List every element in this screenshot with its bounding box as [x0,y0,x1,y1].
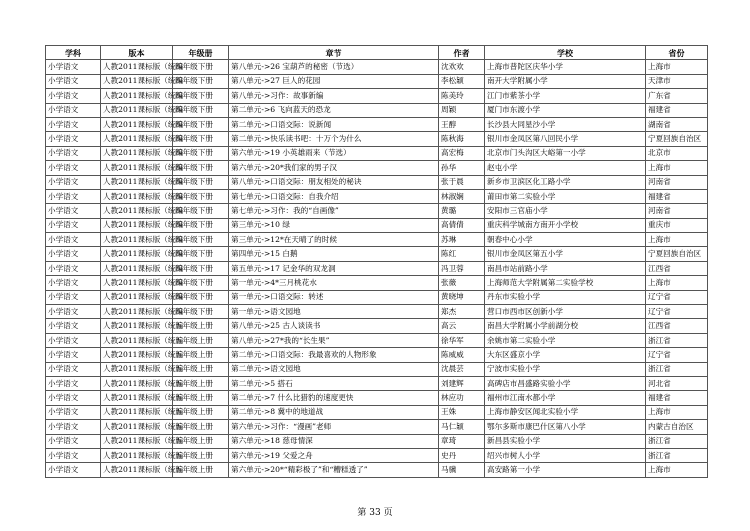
cell-province: 河北省 [646,376,708,390]
cell-subject: 小学语文 [46,146,101,160]
cell-chapter: 第八单元->27 巨人的花园 [229,74,439,88]
cell-subject: 小学语文 [46,204,101,218]
cell-school: 北京市门头沟区大峪第一小学 [485,146,646,160]
cell-edition: 人教2011课标版（统编 [101,103,173,117]
cell-grade-volume: 五年级上册 [173,434,229,448]
cell-province: 福建省 [646,391,708,405]
cell-chapter: 第七单元->习作：我的“自画像” [229,204,439,218]
cell-author: 沈晨芸 [439,362,485,376]
cell-grade-volume: 五年级上册 [173,362,229,376]
cell-province: 辽宁省 [646,305,708,319]
header-school: 学校 [485,46,646,60]
cell-province: 上海市 [646,463,708,477]
cell-subject: 小学语文 [46,218,101,232]
cell-edition: 人教2011课标版（统编 [101,376,173,390]
cell-subject: 小学语文 [46,290,101,304]
cell-chapter: 第二单元->口语交际：我最喜欢的人物形象 [229,348,439,362]
cell-chapter: 第五单元->17 记金华的双龙洞 [229,261,439,275]
cell-chapter: 第六单元->19 父爱之舟 [229,448,439,462]
cell-grade-volume: 四年级下册 [173,305,229,319]
cell-grade-volume: 四年级下册 [173,290,229,304]
table-row [46,261,708,275]
cell-chapter: 第二单元->快乐读书吧：十万个为什么 [229,132,439,146]
cell-grade-volume: 四年级下册 [173,161,229,175]
cell-chapter: 第八单元->27*我的“长生果” [229,333,439,347]
cell-chapter: 第二单元->7 什么比猎豹的速度更快 [229,391,439,405]
cell-edition: 人教2011课标版（统编 [101,319,173,333]
cell-author: 高倩倩 [439,218,485,232]
cell-school: 银川市金凤区第八回民小学 [485,132,646,146]
cell-subject: 小学语文 [46,333,101,347]
cell-author: 徐华军 [439,333,485,347]
cell-chapter: 第八单元->口语交际：朋友相处的秘诀 [229,175,439,189]
cell-grade-volume: 四年级下册 [173,146,229,160]
cell-author: 马仁颖 [439,420,485,434]
cell-province: 宁夏回族自治区 [646,132,708,146]
cell-province: 浙江省 [646,333,708,347]
cell-edition: 人教2011课标版（统编 [101,290,173,304]
cell-edition: 人教2011课标版（统编 [101,189,173,203]
cell-school: 绍兴市树人小学 [485,448,646,462]
cell-province: 上海市 [646,161,708,175]
cell-province: 上海市 [646,60,708,74]
cell-province: 重庆市 [646,218,708,232]
cell-edition: 人教2011课标版（统编 [101,261,173,275]
cell-subject: 小学语文 [46,376,101,390]
cell-school: 丹东市实验小学 [485,290,646,304]
cell-subject: 小学语文 [46,60,101,74]
cell-school: 新昌县实验小学 [485,434,646,448]
cell-subject: 小学语文 [46,348,101,362]
cell-edition: 人教2011课标版（统编 [101,89,173,103]
cell-edition: 人教2011课标版（统编 [101,132,173,146]
cell-province: 江西省 [646,319,708,333]
table-row [46,74,708,88]
cell-school: 南昌大学附属小学前湖分校 [485,319,646,333]
cell-grade-volume: 四年级下册 [173,175,229,189]
cell-grade-volume: 五年级上册 [173,348,229,362]
cell-author: 刘建辉 [439,376,485,390]
cell-subject: 小学语文 [46,132,101,146]
cell-grade-volume: 四年级下册 [173,204,229,218]
cell-author: 陈威威 [439,348,485,362]
cell-province: 辽宁省 [646,348,708,362]
table-row [46,333,708,347]
table-row [46,448,708,462]
cell-school: 高安路第一小学 [485,463,646,477]
cell-subject: 小学语文 [46,117,101,131]
cell-edition: 人教2011课标版（统编 [101,161,173,175]
cell-author: 章琦 [439,434,485,448]
cell-subject: 小学语文 [46,319,101,333]
cell-chapter: 第三单元->10 绿 [229,218,439,232]
cell-edition: 人教2011课标版（统编 [101,218,173,232]
cell-subject: 小学语文 [46,161,101,175]
table-row [46,290,708,304]
cell-subject: 小学语文 [46,391,101,405]
cell-chapter: 第二单元->8 冀中的地道战 [229,405,439,419]
cell-chapter: 第六单元->19 小英雄雨来（节选） [229,146,439,160]
cell-school: 余姚市第二实验小学 [485,333,646,347]
cell-school: 重庆科学城南方南开小学校 [485,218,646,232]
table-row [46,305,708,319]
cell-grade-volume: 五年级上册 [173,463,229,477]
cell-chapter: 第八单元->25 古人谈读书 [229,319,439,333]
cell-school: 鄂尔多斯市康巴什区第八小学 [485,420,646,434]
cell-school: 高碑店市昌盛路实验小学 [485,376,646,390]
cell-chapter: 第一单元->语文园地 [229,305,439,319]
cell-grade-volume: 五年级上册 [173,448,229,462]
cell-school: 安阳市三官庙小学 [485,204,646,218]
table-row [46,103,708,117]
cell-chapter: 第六单元->20*我们家的男子汉 [229,161,439,175]
cell-school: 长沙县大同星沙小学 [485,117,646,131]
table-row [46,161,708,175]
cell-chapter: 第二单元->5 搭石 [229,376,439,390]
cell-author: 高云 [439,319,485,333]
cell-school: 新乡市卫滨区化工路小学 [485,175,646,189]
cell-author: 陈红 [439,247,485,261]
table-row [46,319,708,333]
cell-subject: 小学语文 [46,261,101,275]
cell-author: 孙华 [439,161,485,175]
cell-province: 浙江省 [646,362,708,376]
cell-grade-volume: 四年级下册 [173,261,229,275]
cell-province: 福建省 [646,103,708,117]
cell-author: 林淑娴 [439,189,485,203]
cell-school: 营口市西市区创新小学 [485,305,646,319]
cell-school: 赵屯小学 [485,161,646,175]
cell-grade-volume: 四年级下册 [173,117,229,131]
table-row [46,376,708,390]
cell-chapter: 第六单元->20*“精彩极了”和“糟糕透了” [229,463,439,477]
table-row [46,362,708,376]
cell-province: 上海市 [646,276,708,290]
cell-subject: 小学语文 [46,276,101,290]
cell-province: 河南省 [646,204,708,218]
table-row [46,60,708,74]
cell-province: 宁夏回族自治区 [646,247,708,261]
cell-chapter: 第三单元->12*在天晴了的时候 [229,233,439,247]
cell-chapter: 第二单元->语文园地 [229,362,439,376]
cell-author: 苏琳 [439,233,485,247]
cell-author: 郑杰 [439,305,485,319]
cell-school: 厦门市东渡小学 [485,103,646,117]
cell-chapter: 第八单元->26 宝葫芦的秘密（节选） [229,60,439,74]
cell-school: 南开大学附属小学 [485,74,646,88]
table-row [46,348,708,362]
cell-grade-volume: 四年级下册 [173,74,229,88]
cell-school: 宁波市实验小学 [485,362,646,376]
cell-grade-volume: 五年级上册 [173,333,229,347]
cell-grade-volume: 四年级下册 [173,189,229,203]
cell-chapter: 第四单元->15 白鹅 [229,247,439,261]
cell-province: 上海市 [646,233,708,247]
cell-grade-volume: 四年级下册 [173,247,229,261]
header-province: 省份 [646,46,708,60]
cell-grade-volume: 五年级上册 [173,391,229,405]
cell-chapter: 第二单元->口语交际：说新闻 [229,117,439,131]
table-row [46,204,708,218]
cell-grade-volume: 四年级下册 [173,276,229,290]
cell-edition: 人教2011课标版（统编 [101,463,173,477]
table-row [46,420,708,434]
cell-grade-volume: 四年级下册 [173,89,229,103]
header-subject: 学科 [46,46,101,60]
header-author: 作者 [439,46,485,60]
header-chapter: 章节 [229,46,439,60]
cell-chapter: 第六单元->18 慈母情深 [229,434,439,448]
table-row [46,117,708,131]
cell-school: 福州市江南水都小学 [485,391,646,405]
cell-author: 黄晓坤 [439,290,485,304]
cell-author: 林应功 [439,391,485,405]
cell-edition: 人教2011课标版（统编 [101,74,173,88]
cell-subject: 小学语文 [46,420,101,434]
cell-edition: 人教2011课标版（统编 [101,448,173,462]
table-row [46,218,708,232]
cell-grade-volume: 五年级上册 [173,319,229,333]
cell-province: 天津市 [646,74,708,88]
cell-chapter: 第八单元->习作：故事新编 [229,89,439,103]
cell-chapter: 第二单元->6 飞向蓝天的恐龙 [229,103,439,117]
cell-edition: 人教2011课标版（统编 [101,391,173,405]
cell-grade-volume: 四年级下册 [173,103,229,117]
cell-school: 银川市金凤区第五小学 [485,247,646,261]
cell-edition: 人教2011课标版（统编 [101,405,173,419]
header-grade-volume: 年级册 [173,46,229,60]
cell-author: 张于晨 [439,175,485,189]
cell-subject: 小学语文 [46,189,101,203]
table-row [46,175,708,189]
cell-author: 冯卫蓉 [439,261,485,275]
cell-grade-volume: 五年级上册 [173,376,229,390]
cell-edition: 人教2011课标版（统编 [101,60,173,74]
cell-author: 王姝 [439,405,485,419]
cell-edition: 人教2011课标版（统编 [101,434,173,448]
cell-grade-volume: 五年级上册 [173,420,229,434]
cell-grade-volume: 四年级下册 [173,218,229,232]
cell-school: 江门市紫茶小学 [485,89,646,103]
page-number: 第 33 页 [357,508,393,518]
cell-subject: 小学语文 [46,89,101,103]
cell-province: 浙江省 [646,448,708,462]
table-row [46,391,708,405]
table-row [46,434,708,448]
cell-province: 湖南省 [646,117,708,131]
course-table [45,45,708,478]
cell-subject: 小学语文 [46,405,101,419]
cell-subject: 小学语文 [46,74,101,88]
cell-grade-volume: 四年级下册 [173,132,229,146]
cell-subject: 小学语文 [46,247,101,261]
cell-subject: 小学语文 [46,448,101,462]
cell-edition: 人教2011课标版（统编 [101,305,173,319]
cell-chapter: 第六单元->习作：“漫画”老师 [229,420,439,434]
cell-school: 南昌市站前路小学 [485,261,646,275]
cell-author: 陈美玲 [439,89,485,103]
cell-subject: 小学语文 [46,434,101,448]
cell-chapter: 第七单元->口语交际：自我介绍 [229,189,439,203]
cell-province: 内蒙古自治区 [646,420,708,434]
cell-edition: 人教2011课标版（统编 [101,247,173,261]
cell-edition: 人教2011课标版（统编 [101,276,173,290]
table-row [46,463,708,477]
cell-edition: 人教2011课标版（统编 [101,420,173,434]
table-row [46,132,708,146]
cell-edition: 人教2011课标版（统编 [101,233,173,247]
cell-grade-volume: 四年级下册 [173,233,229,247]
cell-author: 高宏梅 [439,146,485,160]
cell-subject: 小学语文 [46,103,101,117]
cell-author: 黄璐 [439,204,485,218]
cell-author: 张薇 [439,276,485,290]
table-row [46,276,708,290]
cell-author: 史丹 [439,448,485,462]
cell-school: 上海师范大学附属第二实验学校 [485,276,646,290]
table-row [46,405,708,419]
table-header [46,46,708,60]
table-row [46,146,708,160]
cell-school: 朝春中心小学 [485,233,646,247]
cell-province: 辽宁省 [646,290,708,304]
table-row [46,233,708,247]
cell-chapter: 第一单元->4*三月桃花水 [229,276,439,290]
cell-province: 广东省 [646,89,708,103]
cell-author: 陈秋海 [439,132,485,146]
table-row [46,89,708,103]
header-row [46,46,708,60]
cell-province: 上海市 [646,405,708,419]
cell-school: 上海市普陀区庆华小学 [485,60,646,74]
cell-subject: 小学语文 [46,362,101,376]
cell-author: 王醇 [439,117,485,131]
cell-edition: 人教2011课标版（统编 [101,175,173,189]
header-edition: 版本 [101,46,173,60]
cell-province: 江西省 [646,261,708,275]
cell-province: 福建省 [646,189,708,203]
cell-school: 上海市静安区闻北实验小学 [485,405,646,419]
table-row [46,189,708,203]
cell-author: 周颖 [439,103,485,117]
cell-province: 河南省 [646,175,708,189]
cell-subject: 小学语文 [46,463,101,477]
cell-province: 北京市 [646,146,708,160]
table-row [46,247,708,261]
cell-school: 莆田市第二实验小学 [485,189,646,203]
cell-edition: 人教2011课标版（统编 [101,362,173,376]
cell-subject: 小学语文 [46,175,101,189]
cell-edition: 人教2011课标版（统编 [101,333,173,347]
cell-grade-volume: 五年级上册 [173,405,229,419]
cell-author: 李松颖 [439,74,485,88]
table-body [46,60,708,477]
cell-subject: 小学语文 [46,233,101,247]
cell-chapter: 第一单元->口语交际：转述 [229,290,439,304]
cell-author: 沈欢欢 [439,60,485,74]
cell-edition: 人教2011课标版（统编 [101,117,173,131]
cell-edition: 人教2011课标版（统编 [101,204,173,218]
cell-edition: 人教2011课标版（统编 [101,348,173,362]
cell-grade-volume: 四年级下册 [173,60,229,74]
cell-school: 大东区盛京小学 [485,348,646,362]
cell-edition: 人教2011课标版（统编 [101,146,173,160]
cell-subject: 小学语文 [46,305,101,319]
cell-province: 浙江省 [646,434,708,448]
cell-author: 马骥 [439,463,485,477]
